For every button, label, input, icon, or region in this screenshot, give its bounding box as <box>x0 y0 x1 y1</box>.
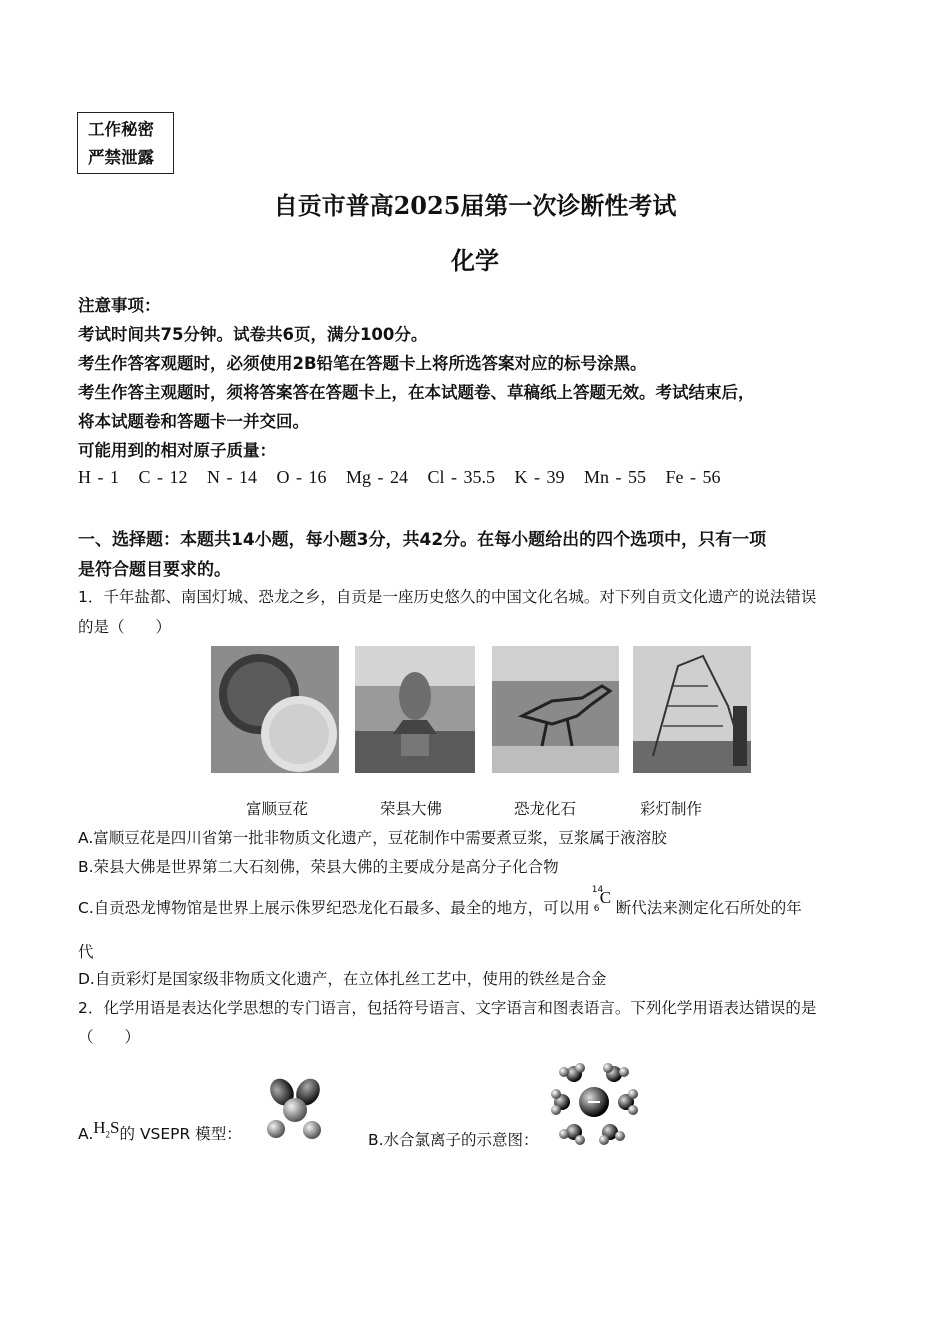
h2s-vsepr-model <box>262 1074 328 1144</box>
q2-stem-line1: 2．化学用语是表达化学思想的专门语言，包括符号语言、文字语言和图表语言。下列化学用语表达错误的是 <box>78 999 817 1017</box>
confidential-box <box>77 112 174 174</box>
tofu-pudding-photo <box>211 646 339 773</box>
section1-line1: 一、选择题：本题共14小题，每小题3分，共42分。在每小题给出的四个选项中，只有一项 <box>78 530 767 550</box>
subject-title: 化学 <box>451 246 499 275</box>
q2-option-b: B.水合氯离子的示意图： <box>368 1131 539 1149</box>
q1-option-a: A.富顺豆花是四川省第一批非物质文化遗产，豆花制作中需要煮豆浆，豆浆属于液溶胶 <box>78 829 667 847</box>
buddha-photo <box>355 646 475 773</box>
caption-buddha: 荣县大佛 <box>380 800 443 818</box>
hydrated-chloride-diagram <box>548 1060 640 1146</box>
caption-tofu: 富顺豆花 <box>246 800 309 818</box>
atomic-masses: H - 1 C - 12 N - 14 O - 16 Mg - 24 Cl - 35.5 K - 39 Mn - 55 Fe - 56 <box>78 467 721 487</box>
q2-option-a: $A.H_2S$的 VSEPR 模型： <box>78 1118 242 1143</box>
q1-option-b: B.荣县大佛是世界第二大石刻佛，荣县大佛的主要成分是高分子化合物 <box>78 858 559 876</box>
notes-line3: 考生作答主观题时，须将答案答在答题卡上，在本试题卷、草稿纸上答题无效。考试结束后， <box>78 383 755 402</box>
secret-line1: 工作秘密 <box>88 120 154 139</box>
dinosaur-fossil-photo <box>492 646 619 773</box>
q2-stem-line2: （ ） <box>78 1028 141 1046</box>
notes-heading: 注意事项： <box>78 296 161 315</box>
section1-line2: 是符合题目要求的。 <box>78 560 231 580</box>
carbon14-nuclide: 14 6 C <box>591 885 612 914</box>
lantern-making-photo <box>633 646 751 773</box>
caption-lantern: 彩灯制作 <box>640 800 703 818</box>
secret-line2: 严禁泄露 <box>88 148 154 167</box>
q1-stem-line2: 的是（ ） <box>78 618 172 636</box>
caption-fossil: 恐龙化石 <box>514 800 577 818</box>
mass-heading: 可能用到的相对原子质量： <box>78 441 276 460</box>
notes-line2: 考生作答客观题时，必须使用2B铅笔在答题卡上将所选答案对应的标号涂黑。 <box>78 354 647 373</box>
q1-option-d: D.自贡彩灯是国家级非物质文化遗产，在立体扎丝工艺中，使用的铁丝是合金 <box>78 970 607 988</box>
q1-option-c <box>78 885 802 918</box>
q1-option-c-pre: C.自贡恐龙博物馆是世界上展示侏罗纪恐龙化石最多、最全的地方，可以用 <box>78 899 590 917</box>
notes-line4: 将本试题卷和答题卡一并交回。 <box>78 412 309 431</box>
exam-title: 自贡市普高2025届第一次诊断性考试 <box>273 191 677 220</box>
q1-option-c-post: 断代法来测定化石所处的年 <box>615 899 802 917</box>
q1-stem-line1: 1．千年盐都、南国灯城、恐龙之乡，自贡是一座历史悠久的中国文化名城。对下列自贡文化遗产的说法错误 <box>78 588 817 606</box>
notes-line1: 考试时间共75分钟。试卷共6页，满分100分。 <box>78 325 428 344</box>
q1-option-c-cont: 代 <box>78 943 94 961</box>
